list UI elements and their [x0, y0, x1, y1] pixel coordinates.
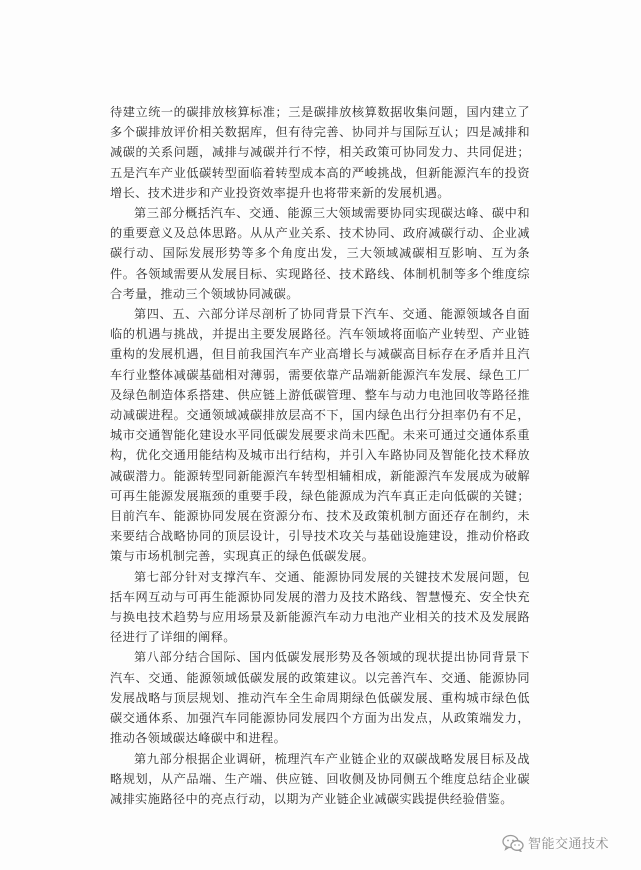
watermark [502, 833, 609, 852]
paragraph-6: 第九部分根据企业调研，梳理汽车产业链企业的双碳战略发展目标及战略规划，从产品端、生产端、供应链、回收侧及协同侧五个维度总结企业碳减排实施路径中的亮点行动，以期为产业链企业减碳实践提供经验借鉴。 [110, 751, 530, 806]
watermark-text: 智能交通技术 [527, 837, 609, 852]
paragraph-3: 第四、五、六部分详尽剖析了协同背景下汽车、交通、能源领域各自面临的机遇与挑战，并提出主要发展路径。汽车领域将面临产业转型、产业链重构的发展机遇，但目前我国汽车产业高增长与减碳高目标存在矛盾并且汽车行业整体减碳基础相对薄弱，需要依靠产品端新能源汽车发展、绿色工厂及绿色制造体系搭建、供应链上游低碳管理、整车与动力电池回收等路径推动减碳进程。交通领域减碳排放层高不下，国内绿色出行分担率仍有不足，城市交通智能化建设水平同低碳发展要求尚未匹配。未来可通过交通体系重构，优化交通用能结构及城市出行结构，并引入车路协同及智能化技术释放减碳潜力。能源转型同新能源汽车转型相辅相成，新能源汽车发展成为破解可再生能源发展瓶颈的重要手段，绿色能源成为汽车真正走向低碳的关键；目前汽车、能源协同发展在资源分布、技术及政策机制方面还存在制约，未来要结合战略协同的顶层设计，引导技术攻关与基础设施建设，推动价格政策与市场机制完善，实现真正的绿色低碳发展。 [110, 307, 530, 564]
wechat-logo-icon [502, 834, 524, 852]
document-body [110, 102, 530, 809]
paragraph-4: 第七部分针对支撑汽车、交通、能源协同发展的关键技术发展问题，包括车网互动与可再生能源协同发展的潜力及技术路线、智慧慢充、安全快充与换电技术趋势与应用场景及新能源汽车动力电池产业相关的技术及发展路径进行了详细的阐释。 [110, 569, 530, 645]
paragraph-2: 第三部分概括汽车、交通、能源三大领域需要协同实现碳达峰、碳中和的重要意义及总体思路。从从产业关系、技术协同、政府减碳行动、企业减碳行动、国际发展形势等多个角度出发，三大领域减碳相互影响、互为条件。各领域需要从发展目标、实现路径、技术路线、体制机制等多个维度综合考量，推动三个领域协同减碳。 [110, 206, 530, 301]
paragraph-5: 第八部分结合国际、国内低碳发展形势及各领域的现状提出协同背景下汽车、交通、能源领域低碳发展的政策建议。以完善汽车、交通、能源协同发展战略与顶层规划、推动汽车全生命周期绿色低碳发展、重构城市绿色低碳交通体系、加强汽车同能源协同发展四个方面为出发点，从政策端发力，推动各领域碳达峰碳中和进程。 [110, 650, 530, 746]
paragraph-1: 待建立统一的碳排放核算标准；三是碳排放核算数据收集问题，国内建立了多个碳排放评价相关数据库，但有待完善、协同并与国际互认；四是减排和减碳的关系问题，减排与减碳并行不悖，相关政策可协同发力、共同促进；五是汽车产业低碳转型面临着转型成本高的严峻挑战，但新能源汽车的投资增长、技术进步和产业投资效率提升也将带来新的发展机遇。 [110, 105, 530, 200]
